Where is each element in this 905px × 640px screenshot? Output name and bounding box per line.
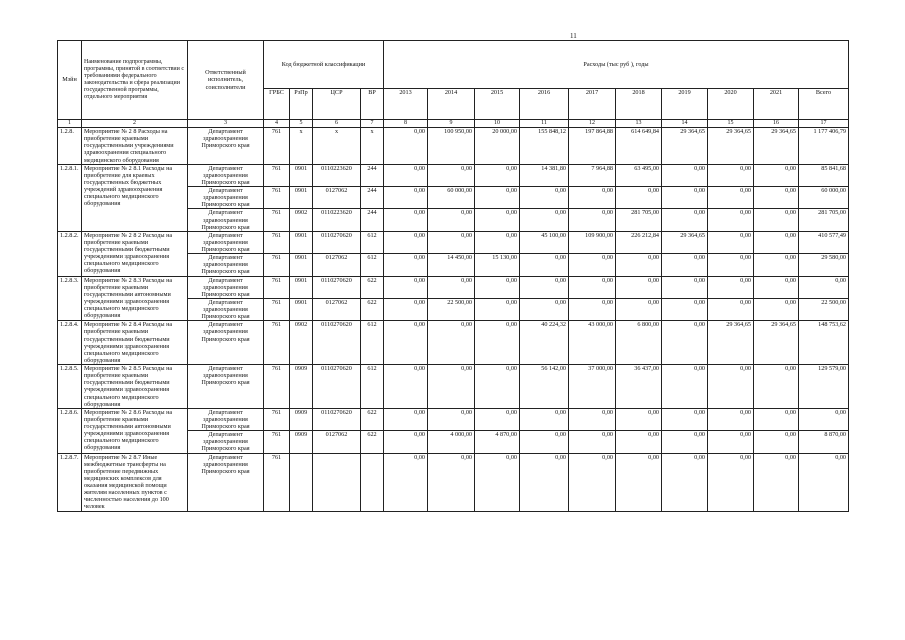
expense-value: 6 800,00 (616, 321, 662, 365)
column-number: 17 (799, 120, 849, 128)
expense-value: 0,00 (708, 231, 754, 253)
expense-value: 0,00 (708, 254, 754, 276)
expense-value: 155 848,12 (520, 128, 569, 165)
table-row (58, 231, 849, 253)
header-name: Наименование подпрограммы, программы, принятой в соответствии с требованиями федерального законодательства и сфера реализации государственной программы, отдельного мероприятия (82, 41, 188, 120)
vr: 612 (361, 365, 384, 409)
responsible: Департамент здравоохранения Приморского края (188, 431, 264, 453)
expense-value: 0,00 (520, 187, 569, 209)
row-id: 1.2.8. (58, 128, 82, 165)
expense-value: 0,00 (475, 209, 520, 231)
expense-value: 0,00 (384, 164, 428, 186)
csr: x (313, 128, 361, 165)
row-id: 1.2.8.6. (58, 408, 82, 453)
expense-value: 0,00 (616, 431, 662, 453)
expense-value: 0,00 (520, 408, 569, 430)
expense-value: 0,00 (475, 321, 520, 365)
expense-value: 60 000,00 (799, 187, 849, 209)
expense-value: 0,00 (428, 408, 475, 430)
expense-value: 0,00 (475, 365, 520, 409)
expense-value: 148 753,62 (799, 321, 849, 365)
vr: 622 (361, 276, 384, 298)
expense-value: 0,00 (428, 231, 475, 253)
expense-value: 0,00 (569, 276, 616, 298)
csr: 0127062 (313, 298, 361, 320)
expense-value: 614 649,84 (616, 128, 662, 165)
expense-value: 0,00 (708, 453, 754, 511)
expense-value: 0,00 (662, 276, 708, 298)
expense-value: 0,00 (569, 408, 616, 430)
rzpr: 0901 (290, 254, 313, 276)
expense-value: 0,00 (662, 453, 708, 511)
expense-value: 0,00 (754, 231, 799, 253)
expense-value: 0,00 (428, 321, 475, 365)
expense-value: 7 964,88 (569, 164, 616, 186)
responsible: Департамент здравоохранения Приморского края (188, 408, 264, 430)
expense-value: 8 870,00 (799, 431, 849, 453)
expense-value: 0,00 (662, 408, 708, 430)
expense-value: 226 212,84 (616, 231, 662, 253)
expense-value: 45 100,00 (520, 231, 569, 253)
grbs: 761 (264, 187, 290, 209)
grbs: 761 (264, 164, 290, 186)
expense-value: 0,00 (384, 187, 428, 209)
column-number: 5 (290, 120, 313, 128)
csr: 0110270620 (313, 321, 361, 365)
responsible: Департамент здравоохранения Приморского края (188, 254, 264, 276)
header-bk: Код бюджетной классификации (264, 41, 384, 89)
expense-value: 0,00 (569, 209, 616, 231)
grbs: 761 (264, 365, 290, 409)
responsible: Департамент здравоохранения Приморского края (188, 187, 264, 209)
rzpr: 0901 (290, 231, 313, 253)
column-number: 14 (662, 120, 708, 128)
expense-value: 0,00 (799, 453, 849, 511)
expense-value: 20 000,00 (475, 128, 520, 165)
header-year: 2018 (616, 89, 662, 120)
rzpr: 0909 (290, 408, 313, 430)
vr (361, 453, 384, 511)
expense-value: 0,00 (384, 276, 428, 298)
csr: 0110223620 (313, 164, 361, 186)
row-name: Мероприятие № 2 8.7 Иные межбюджетные трансферты на приобретение передвижных медицинских комплексов для оказания медицинской помощи жителям населенных пунктов с численностью населения до 100 человек (82, 453, 188, 511)
expense-value: 0,00 (754, 187, 799, 209)
expense-value: 129 579,00 (799, 365, 849, 409)
expense-value: 0,00 (662, 431, 708, 453)
header-year: 2017 (569, 89, 616, 120)
column-number: 4 (264, 120, 290, 128)
expense-value: 4 000,00 (428, 431, 475, 453)
column-number: 2 (82, 120, 188, 128)
expense-value: 0,00 (520, 431, 569, 453)
row-name: Мероприятие № 2 8.3 Расходы на приобретение краевыми государственными автономными учреждениями здравоохранения специального медицинского оборудования (82, 276, 188, 321)
expense-value: 0,00 (708, 298, 754, 320)
expense-value: 0,00 (708, 187, 754, 209)
expense-value: 0,00 (475, 187, 520, 209)
expense-value: 1 177 406,79 (799, 128, 849, 165)
expense-value: 60 000,00 (428, 187, 475, 209)
column-number: 13 (616, 120, 662, 128)
expense-value: 0,00 (520, 276, 569, 298)
expense-value: 40 224,32 (520, 321, 569, 365)
expense-value: 0,00 (754, 276, 799, 298)
expense-value: 0,00 (799, 408, 849, 430)
column-number: 11 (520, 120, 569, 128)
expense-value: 0,00 (428, 276, 475, 298)
header-year: 2020 (708, 89, 754, 120)
table-row (58, 365, 849, 409)
header-bk-col: ГРБС (264, 89, 290, 120)
grbs: 761 (264, 209, 290, 231)
csr: 0110270620 (313, 231, 361, 253)
expense-value: 0,00 (475, 276, 520, 298)
expense-value: 0,00 (569, 453, 616, 511)
expense-value: 0,00 (384, 231, 428, 253)
expense-value: 0,00 (384, 254, 428, 276)
expense-value: 37 000,00 (569, 365, 616, 409)
vr: 612 (361, 321, 384, 365)
expense-value: 0,00 (662, 187, 708, 209)
responsible: Департамент здравоохранения Приморского края (188, 298, 264, 320)
expense-value: 197 864,88 (569, 128, 616, 165)
column-number: 7 (361, 120, 384, 128)
expense-value: 29 364,65 (754, 128, 799, 165)
expense-value: 0,00 (754, 254, 799, 276)
column-number: 8 (384, 120, 428, 128)
expense-value: 63 495,00 (616, 164, 662, 186)
grbs: 761 (264, 128, 290, 165)
header-responsible: Ответственный исполнитель, соисполнители (188, 41, 264, 120)
expense-value: 0,00 (754, 365, 799, 409)
responsible: Департамент здравоохранения Приморского края (188, 453, 264, 511)
rzpr: 0901 (290, 164, 313, 186)
header-bk-col: ЦСР (313, 89, 361, 120)
row-name: Мероприятие № 2 8.4 Расходы на приобретение краевыми государственными бюджетными учреждениями здравоохранения специального медицинского оборудования (82, 321, 188, 365)
table-row (58, 128, 849, 165)
expenses-table (57, 40, 849, 512)
expense-value: 0,00 (475, 453, 520, 511)
expense-value: 0,00 (754, 408, 799, 430)
rzpr: 0901 (290, 276, 313, 298)
expense-value: 0,00 (616, 254, 662, 276)
rzpr: 0909 (290, 365, 313, 409)
expense-value: 0,00 (662, 164, 708, 186)
csr: 0127062 (313, 254, 361, 276)
grbs: 761 (264, 431, 290, 453)
expense-value: 14 450,00 (428, 254, 475, 276)
expense-value: 0,00 (569, 254, 616, 276)
expense-value: 4 870,00 (475, 431, 520, 453)
expense-value: 0,00 (520, 254, 569, 276)
table-row (58, 453, 849, 511)
header-expenses: Расходы (тыс руб ), годы (384, 41, 849, 89)
rzpr: 0901 (290, 187, 313, 209)
row-id: 1.2.8.1. (58, 164, 82, 231)
column-number: 6 (313, 120, 361, 128)
vr: 244 (361, 164, 384, 186)
expense-value: 85 841,68 (799, 164, 849, 186)
expense-value: 29 364,65 (662, 231, 708, 253)
expense-value: 0,00 (569, 298, 616, 320)
column-number: 10 (475, 120, 520, 128)
rzpr: 0902 (290, 321, 313, 365)
grbs: 761 (264, 298, 290, 320)
expense-value: 14 381,80 (520, 164, 569, 186)
csr (313, 453, 361, 511)
expense-value: 22 500,00 (428, 298, 475, 320)
expense-value: 410 577,49 (799, 231, 849, 253)
expense-value: 0,00 (520, 453, 569, 511)
expense-value: 0,00 (708, 408, 754, 430)
responsible: Департамент здравоохранения Приморского края (188, 128, 264, 165)
grbs: 761 (264, 254, 290, 276)
expense-value: 0,00 (754, 209, 799, 231)
expense-value: 0,00 (708, 276, 754, 298)
expense-value: 0,00 (662, 209, 708, 231)
expense-value: 0,00 (662, 254, 708, 276)
expense-value: 0,00 (384, 431, 428, 453)
responsible: Департамент здравоохранения Приморского края (188, 365, 264, 409)
page-number: 11 (570, 32, 577, 40)
expense-value: 0,00 (754, 453, 799, 511)
csr: 0127062 (313, 187, 361, 209)
row-name: Мероприятие № 2 8 2 Расходы на приобретение краевыми государственными бюджетными учреждениями здравоохранения специального медицинского оборудования (82, 231, 188, 276)
expense-value: 22 500,00 (799, 298, 849, 320)
row-id: 1.2.8.5. (58, 365, 82, 409)
header-bk-col: ВР (361, 89, 384, 120)
expense-value: 0,00 (428, 209, 475, 231)
csr: 0110270620 (313, 408, 361, 430)
rzpr: 0902 (290, 209, 313, 231)
header-year: 2016 (520, 89, 569, 120)
csr: 0110223620 (313, 209, 361, 231)
row-id: 1.2.8.7. (58, 453, 82, 511)
vr: 622 (361, 298, 384, 320)
expense-value: 0,00 (616, 298, 662, 320)
expense-value: 0,00 (475, 408, 520, 430)
row-id: 1.2.8.3. (58, 276, 82, 321)
rzpr: 0909 (290, 431, 313, 453)
row-name: Мероприятие № 2 8 Расходы на приобретение краевыми государственными учреждениями здравоохранения специального медицинского оборудования (82, 128, 188, 165)
table-row (58, 276, 849, 298)
vr: 612 (361, 254, 384, 276)
column-number: 12 (569, 120, 616, 128)
expense-value: 0,00 (708, 431, 754, 453)
expense-value: 0,00 (754, 431, 799, 453)
table-row (58, 164, 849, 186)
column-number: 16 (754, 120, 799, 128)
expense-value: 0,00 (384, 453, 428, 511)
header-idx: Мзйн (58, 41, 82, 120)
vr: 244 (361, 209, 384, 231)
vr: 244 (361, 187, 384, 209)
expense-value: 0,00 (384, 128, 428, 165)
header-year: Всего (799, 89, 849, 120)
expense-value: 56 142,00 (520, 365, 569, 409)
expense-value: 0,00 (662, 298, 708, 320)
vr: 612 (361, 231, 384, 253)
responsible: Департамент здравоохранения Приморского края (188, 321, 264, 365)
expense-value: 0,00 (475, 164, 520, 186)
table-row (58, 408, 849, 430)
expense-value: 0,00 (616, 276, 662, 298)
expense-value: 29 580,00 (799, 254, 849, 276)
expense-value: 0,00 (428, 164, 475, 186)
expense-value: 0,00 (616, 187, 662, 209)
header-year: 2019 (662, 89, 708, 120)
csr: 0110270620 (313, 365, 361, 409)
expense-value: 0,00 (754, 164, 799, 186)
expense-value: 281 705,00 (799, 209, 849, 231)
row-name: Мероприятие № 2 8.5 Расходы на приобретение краевыми государственными бюджетными учреждениями здравоохранения специального медицинского оборудования (82, 365, 188, 409)
expense-value: 0,00 (662, 365, 708, 409)
expense-value: 0,00 (520, 209, 569, 231)
column-number: 15 (708, 120, 754, 128)
expense-value: 0,00 (428, 365, 475, 409)
expense-value: 0,00 (384, 321, 428, 365)
expense-value: 0,00 (616, 408, 662, 430)
expense-value: 29 364,65 (662, 128, 708, 165)
column-number: 9 (428, 120, 475, 128)
vr: x (361, 128, 384, 165)
expense-value: 29 364,65 (708, 321, 754, 365)
grbs: 761 (264, 408, 290, 430)
expense-value: 36 437,00 (616, 365, 662, 409)
header-bk-col: РзПр (290, 89, 313, 120)
expense-value: 0,00 (520, 298, 569, 320)
expense-value: 0,00 (754, 298, 799, 320)
expense-value: 29 364,65 (708, 128, 754, 165)
expense-value: 15 130,00 (475, 254, 520, 276)
expense-value: 0,00 (708, 164, 754, 186)
row-id: 1.2.8.2. (58, 231, 82, 276)
expense-value: 109 900,00 (569, 231, 616, 253)
responsible: Департамент здравоохранения Приморского края (188, 209, 264, 231)
header-year: 2021 (754, 89, 799, 120)
expense-value: 0,00 (384, 365, 428, 409)
expense-value: 0,00 (708, 209, 754, 231)
expense-value: 0,00 (384, 408, 428, 430)
csr: 0110270620 (313, 276, 361, 298)
column-number: 1 (58, 120, 82, 128)
expense-value: 0,00 (708, 365, 754, 409)
expense-value: 0,00 (384, 298, 428, 320)
expense-value: 0,00 (428, 453, 475, 511)
expense-value: 0,00 (475, 298, 520, 320)
vr: 622 (361, 431, 384, 453)
expense-value: 100 950,00 (428, 128, 475, 165)
rzpr: x (290, 128, 313, 165)
grbs: 761 (264, 231, 290, 253)
responsible: Департамент здравоохранения Приморского края (188, 231, 264, 253)
header-year: 2014 (428, 89, 475, 120)
header-year: 2015 (475, 89, 520, 120)
expense-value: 0,00 (569, 187, 616, 209)
expense-value: 0,00 (384, 209, 428, 231)
responsible: Департамент здравоохранения Приморского края (188, 276, 264, 298)
expense-value: 0,00 (616, 453, 662, 511)
row-id: 1.2.8.4. (58, 321, 82, 365)
table-row (58, 321, 849, 365)
header-year: 2013 (384, 89, 428, 120)
expense-value: 43 000,00 (569, 321, 616, 365)
expense-value: 0,00 (662, 321, 708, 365)
row-name: Мероприятие № 2 8.1 Расходы на приобретение для краевых государственных бюджетных учреждений здравоохранения специального медицинского оборудования (82, 164, 188, 231)
expense-value: 0,00 (475, 231, 520, 253)
column-number: 3 (188, 120, 264, 128)
grbs: 761 (264, 321, 290, 365)
row-name: Мероприятие № 2 8.6 Расходы на приобретение краевыми государственными автономными учреждениями здравоохранения специального медицинского оборудования (82, 408, 188, 453)
grbs: 761 (264, 276, 290, 298)
expense-value: 0,00 (799, 276, 849, 298)
expense-value: 281 705,00 (616, 209, 662, 231)
grbs: 761 (264, 453, 290, 511)
rzpr (290, 453, 313, 511)
csr: 0127062 (313, 431, 361, 453)
rzpr: 0901 (290, 298, 313, 320)
expense-value: 0,00 (569, 431, 616, 453)
responsible: Департамент здравоохранения Приморского края (188, 164, 264, 186)
expense-value: 29 364,65 (754, 321, 799, 365)
vr: 622 (361, 408, 384, 430)
